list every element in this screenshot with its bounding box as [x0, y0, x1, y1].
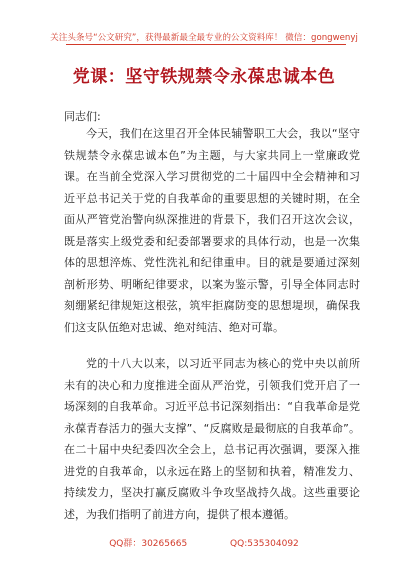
footer: [0, 536, 408, 549]
header-banner: 关注头条号“公文研究”，获得最新最全最专业的公文资料库！ 微信：gongwenyj: [50, 33, 358, 43]
paragraph-1: 今天，我们在这里召开全体民辅警职工大会，我以“坚守铁规禁令永葆忠诚本色”为主题，与大家共同上一堂廉政党课。在当前全党深入学习贯彻党的二十届四中全会精神和习近平总书记关于党的自我革命的重要思想的关键时期，在全面从严管党治警向纵深推进的背景下，我们召开这次会议，既是落实上级党委和纪委部署要求的具体行动，也是一次集体的思想淬炼、党性洗礼和纪律重申。目的就是要通过深刻剖析形势、明晰纪律要求，以案为鉴示警，引导全体同志时刻绷紧纪律规矩这根弦，筑牢拒腐防变的思想堤坝，确保我们这支队伍绝对忠诚、绝对纯洁、绝对可靠。: [64, 127, 360, 334]
document-title: 党课：坚守铁规禁令永葆忠诚本色: [72, 67, 336, 87]
greeting: 同志们:: [64, 110, 101, 123]
footer-qq-group: QQ群：30265665: [109, 539, 188, 549]
paragraph-2: 党的十八大以来，以习近平同志为核心的党中央以前所未有的决心和力度推进全面从严治党，引领我们党开启了一场深刻的自我革命。习近平总书记深刻指出：“自我革命是党永葆青春活力的强大支撑”、“反腐败是最彻底的自我革命”。在二十届中央纪委四次全会上，总书记再次强调，要深入推进党的自我革命，以永远在路上的坚韧和执着，精准发力、持续发力，坚决打赢反腐败斗争攻坚战持久战。这些重要论述，为我们指明了前进方向，提供了根本遵循。: [64, 357, 360, 521]
footer-qq: QQ:535304092: [230, 539, 299, 549]
header-divider: [66, 44, 346, 45]
